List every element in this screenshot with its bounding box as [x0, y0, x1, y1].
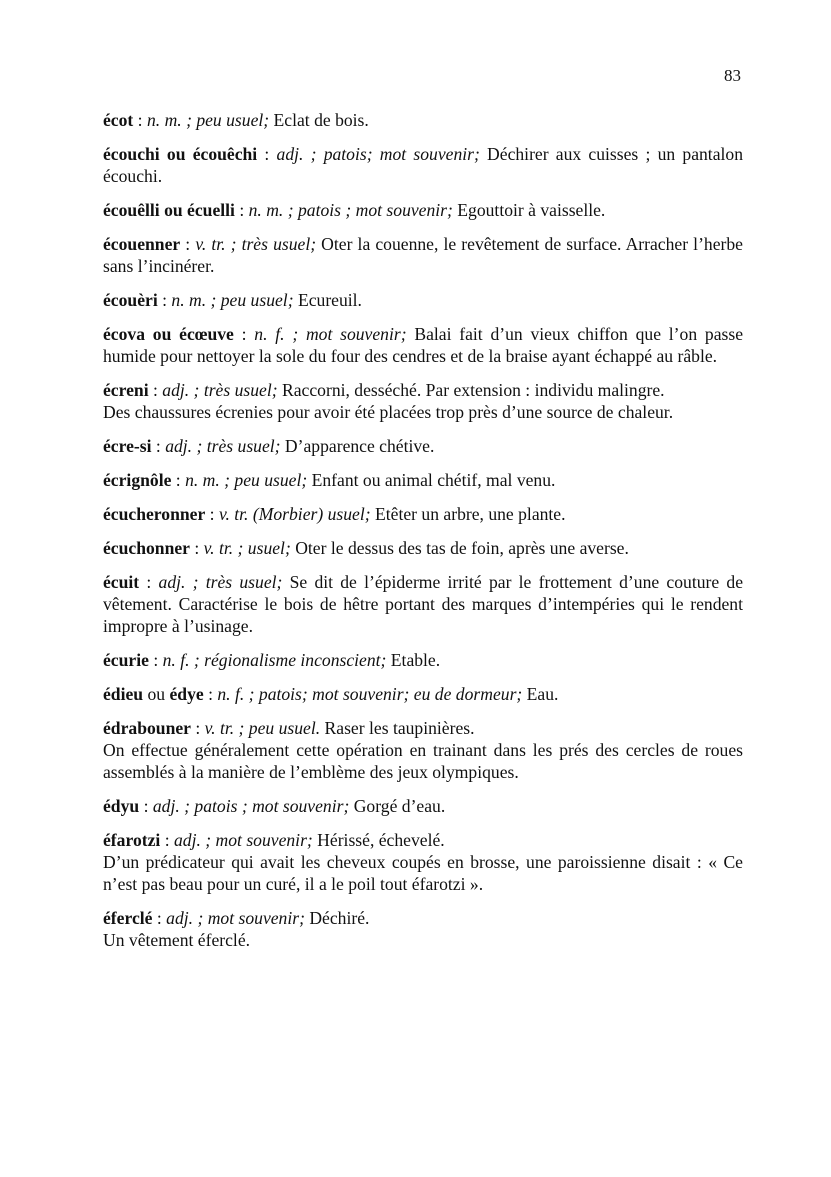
- dictionary-entry: [103, 199, 743, 221]
- dictionary-entry: [103, 683, 743, 705]
- headword: écot: [103, 110, 134, 130]
- definition-text: :: [257, 144, 277, 164]
- entry-definition: [103, 537, 743, 559]
- entry-definition: [103, 571, 743, 637]
- entry-definition: [103, 379, 743, 401]
- dictionary-entry: [103, 717, 743, 783]
- definition-text: Etable.: [386, 650, 441, 670]
- definition-text: Balai fait d’un vieux chiffon que l’on passe humide pour nettoyer la sole du four des cendres et de la braise ayant échappé au râble.: [103, 324, 744, 366]
- definition-text: Déchiré.: [304, 908, 370, 928]
- entry-definition: [103, 649, 743, 671]
- entry-definition: [103, 683, 743, 705]
- entry-definition: [103, 323, 743, 367]
- definition-text: :: [151, 436, 166, 456]
- grammar-note: v. tr. (Morbier) usuel;: [218, 504, 371, 524]
- dictionary-entry: [103, 795, 743, 817]
- headword: édye: [169, 684, 204, 704]
- entry-definition: [103, 289, 743, 311]
- dictionary-entry: [103, 503, 743, 525]
- definition-text: :: [133, 110, 147, 130]
- definition-text: Déchirer aux cuisses ; un pantalon écouchi.: [103, 144, 743, 186]
- definition-text: :: [160, 830, 174, 850]
- dictionary-entry: [103, 537, 743, 559]
- definition-text: :: [234, 200, 249, 220]
- grammar-note: n. m. ; peu usuel;: [171, 290, 294, 310]
- dictionary-entry: [103, 233, 743, 277]
- dictionary-entry: [103, 379, 743, 423]
- entry-definition: [103, 143, 743, 187]
- definition-text: Se dit de l’épiderme irrité par le frottement d’une couture de vêtement. Caractérise le bois de hêtre portant des marques d’intempéries qui le rendent impropre à l’usinage.: [103, 572, 744, 636]
- grammar-note: adj. ; patois; mot souvenir;: [276, 144, 480, 164]
- grammar-note: v. tr. ; usuel;: [203, 538, 291, 558]
- dictionary-entry: [103, 571, 743, 637]
- grammar-note: n. f. ; mot souvenir;: [254, 324, 407, 344]
- grammar-note: n. m. ; peu usuel;: [146, 110, 270, 130]
- headword: écreni: [103, 380, 149, 400]
- headword: écuchonner: [103, 538, 190, 558]
- headword: éfarotzi: [103, 830, 161, 850]
- grammar-note: n. m. ; patois ; mot souvenir;: [248, 200, 453, 220]
- headword: écova ou écœuve: [103, 324, 234, 344]
- example-text: Des chaussures écrenies pour avoir été placées trop près d’une source de chaleur.: [103, 402, 674, 422]
- grammar-note: n. m. ; peu usuel;: [185, 470, 308, 490]
- entry-definition: [103, 469, 743, 491]
- definition-text: :: [139, 796, 153, 816]
- headword: écouenner: [103, 234, 181, 254]
- headword: écouèri: [103, 290, 158, 310]
- headword: édieu: [103, 684, 144, 704]
- definition-text: Ecureuil.: [293, 290, 362, 310]
- definition-text: :: [139, 572, 159, 592]
- dictionary-entry: [103, 109, 743, 131]
- definition-text: :: [205, 504, 219, 524]
- entry-definition: [103, 795, 743, 817]
- definition-text: Enfant ou animal chétif, mal venu.: [307, 470, 556, 490]
- entry-definition: [103, 109, 743, 131]
- dictionary-entry: [103, 469, 743, 491]
- grammar-note: n. f. ; régionalisme inconscient;: [162, 650, 387, 670]
- definition-text: Eau.: [522, 684, 559, 704]
- entry-definition: [103, 907, 743, 929]
- grammar-note: adj. ; mot souvenir;: [166, 908, 305, 928]
- headword: écre-si: [103, 436, 152, 456]
- entry-definition: [103, 829, 743, 851]
- definition-text: Hérissé, échevelé.: [312, 830, 445, 850]
- grammar-note: adj. ; très usuel;: [165, 436, 281, 456]
- entry-definition: [103, 199, 743, 221]
- definition-text: Etêter un arbre, une plante.: [370, 504, 566, 524]
- definition-text: :: [171, 470, 186, 490]
- definition-text: :: [180, 234, 196, 254]
- definition-text: :: [157, 290, 172, 310]
- dictionary-entry: [103, 323, 743, 367]
- grammar-note: adj. ; très usuel;: [158, 572, 283, 592]
- grammar-note: v. tr. ; peu usuel.: [204, 718, 321, 738]
- dictionary-entry: [103, 143, 743, 187]
- grammar-note: adj. ; patois ; mot souvenir;: [152, 796, 350, 816]
- headword: écurie: [103, 650, 149, 670]
- definition-text: :: [148, 380, 163, 400]
- headword: édyu: [103, 796, 140, 816]
- dictionary-entry: [103, 649, 743, 671]
- definition-text: Raser les taupinières.: [320, 718, 475, 738]
- definition-text: Eclat de bois.: [269, 110, 369, 130]
- headword: écouchi ou écouêchi: [103, 144, 258, 164]
- example-text: D’un prédicateur qui avait les cheveux coupés en brosse, une paroissienne disait : « Ce n’est pas beau pour un curé, il a le poil tout éfarotzi ».: [103, 852, 743, 894]
- grammar-note: adj. ; très usuel;: [162, 380, 278, 400]
- grammar-note: adj. ; mot souvenir;: [174, 830, 313, 850]
- definition-text: :: [190, 718, 205, 738]
- definition-text: Gorgé d’eau.: [349, 796, 446, 816]
- grammar-note: v. tr. ; très usuel;: [195, 234, 317, 254]
- definition-text: :: [148, 650, 163, 670]
- entry-definition: [103, 717, 743, 739]
- definition-text: :: [189, 538, 204, 558]
- page-number: 83: [724, 66, 741, 85]
- definition-text: :: [233, 324, 255, 344]
- dictionary-entry: [103, 829, 743, 895]
- headword: édrabouner: [103, 718, 191, 738]
- dictionary-entry: [103, 907, 743, 951]
- headword: écucheronner: [103, 504, 206, 524]
- entry-definition: [103, 233, 743, 277]
- headword: écrignôle: [103, 470, 172, 490]
- definition-text: D’apparence chétive.: [280, 436, 435, 456]
- definition-text: ou: [143, 684, 170, 704]
- dictionary-entry: [103, 289, 743, 311]
- definition-text: :: [152, 908, 167, 928]
- headword: éferclé: [103, 908, 153, 928]
- example-text: On effectue généralement cette opération en trainant dans les prés des cercles de roues assemblés à la manière de l’emblème des jeux olympiques.: [103, 740, 743, 782]
- entry-definition: [103, 503, 743, 525]
- dictionary-entries: [103, 109, 743, 963]
- grammar-note: n. f. ; patois; mot souvenir; eu de dormeur;: [217, 684, 523, 704]
- headword: écuit: [103, 572, 140, 592]
- definition-text: Egouttoir à vaisselle.: [452, 200, 606, 220]
- dictionary-entry: [103, 435, 743, 457]
- definition-text: Oter la couenne, le revêtement de surface. Arracher l’herbe sans l’incinérer.: [103, 234, 743, 276]
- definition-text: Oter le dessus des tas de foin, après une averse.: [290, 538, 629, 558]
- example-text: Un vêtement éferclé.: [103, 930, 251, 950]
- definition-text: :: [203, 684, 218, 704]
- headword: écouêlli ou écuelli: [103, 200, 235, 220]
- definition-text: Raccorni, desséché. Par extension : individu malingre.: [277, 380, 665, 400]
- entry-definition: [103, 435, 743, 457]
